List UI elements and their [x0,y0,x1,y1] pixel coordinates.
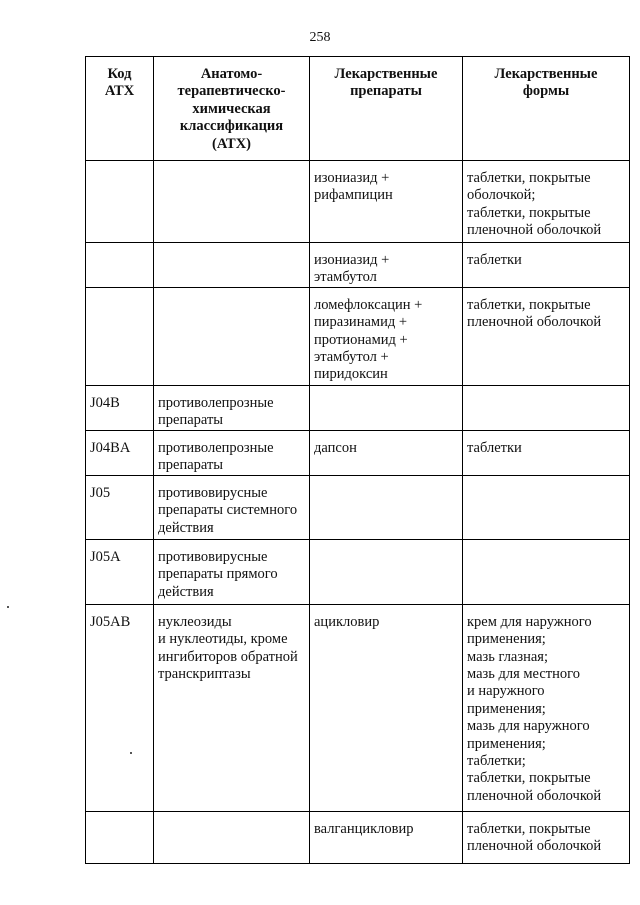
cell-line: таблетки, покрытые [467,770,591,787]
cell-code [86,604,154,811]
cell-line: J05AB [90,613,131,630]
cell-code [86,385,154,430]
cell-classification [154,161,310,243]
header-classification [154,57,310,161]
cell-line: ацикловир [314,613,380,630]
cell-line: пленочной оболочкой [467,787,602,804]
cell-line: действия [158,519,214,536]
cell-line: мазь глазная; [467,648,548,665]
cell-line: рифампицин [314,187,393,204]
cell-line: ломефлоксацин + [314,296,423,313]
cell-line: этамбутол + [314,349,389,366]
cell-classification [154,811,310,863]
cell-line: J05 [90,484,111,501]
cell-classification [154,385,310,430]
cell-forms [463,385,630,430]
cell-line: таблетки [467,252,522,268]
cell-line: нуклеозиды [158,613,232,630]
header-line: Анатомо- [200,66,263,82]
cell-line: противовирусные [158,484,268,501]
header-forms [463,57,630,161]
header-line: формы [522,83,570,100]
cell-line: применения; [467,631,546,648]
header-line: классификация [179,118,284,135]
cell-code [86,243,154,288]
cell-line: изониазид + [314,170,390,186]
cell-forms [463,811,630,863]
cell-line: применения; [467,700,546,717]
header-line: Лекарственные [334,66,438,82]
cell-classification [154,475,310,539]
cell-forms [463,475,630,539]
cell-line: препараты прямого [158,566,278,583]
cell-forms [463,430,630,475]
cell-line: пленочной оболочкой [467,838,602,855]
cell-forms [463,539,630,604]
cell-line: дапсон [314,439,357,456]
cell-line: транскриптазы [158,666,251,683]
cell-code [86,287,154,385]
scan-mark [130,752,132,754]
cell-line: пленочной оболочкой [467,222,602,239]
cell-line: ингибиторов обратной [158,648,298,665]
cell-drug [310,161,463,243]
cell-line: таблетки, покрытые [467,204,591,221]
cell-line: этамбутол [314,269,377,286]
cell-drug [310,243,463,288]
cell-line: таблетки; [467,753,526,770]
table-row [86,161,630,243]
cell-line: противовирусные [158,548,268,565]
cell-line: мазь для местного [467,666,580,683]
cell-code [86,811,154,863]
cell-classification [154,430,310,475]
cell-line: валганцикловир [314,820,414,837]
table-row [86,385,630,430]
cell-code [86,475,154,539]
cell-line: изониазид + [314,252,390,268]
cell-drug [310,604,463,811]
cell-line: J05A [90,548,121,565]
cell-line: противолепрозные [158,394,274,411]
cell-line: таблетки, покрытые [467,170,591,186]
cell-line: таблетки, покрытые [467,820,591,837]
cell-line: оболочкой; [467,187,536,204]
header-drug [310,57,463,161]
cell-forms [463,604,630,811]
cell-drug [310,811,463,863]
header-line: (АТХ) [212,135,251,152]
atx-table [85,56,630,864]
cell-line: действия [158,583,214,600]
cell-drug [310,385,463,430]
table-row [86,287,630,385]
cell-line: крем для наружного [467,613,592,630]
header-line: Лекарственные [494,66,598,82]
page-number: 258 [309,30,331,45]
table-row [86,811,630,863]
table-header-row [86,57,630,161]
cell-line: пленочной оболочкой [467,314,602,331]
cell-line: и наружного [467,683,545,700]
cell-classification [154,604,310,811]
cell-line: таблетки [467,439,522,456]
cell-line: препараты [158,412,224,429]
cell-code [86,539,154,604]
cell-forms [463,243,630,288]
cell-line: препараты [158,457,224,474]
header-line: терапевтическо- [177,83,286,100]
header-line: препараты [350,83,422,100]
cell-line: J04B [90,394,120,411]
cell-line: мазь для наружного [467,718,590,735]
cell-line: препараты системного [158,502,298,519]
cell-line: и нуклеотиды, кроме [158,631,288,648]
cell-line: протионамид + [314,331,408,348]
header-line: химическая [192,100,271,117]
cell-line: пиридоксин [314,366,388,383]
cell-line: J04BA [90,439,131,456]
cell-line: противолепрозные [158,439,274,456]
cell-line: таблетки, покрытые [467,296,591,313]
header-code [86,57,154,161]
cell-classification [154,287,310,385]
cell-classification [154,243,310,288]
table-row [86,430,630,475]
cell-drug [310,287,463,385]
cell-classification [154,539,310,604]
cell-code [86,430,154,475]
cell-forms [463,161,630,243]
cell-drug [310,539,463,604]
table-body [86,161,630,864]
table-row [86,475,630,539]
cell-line: пиразинамид + [314,314,408,331]
header-line: АТХ [104,83,135,100]
table-row [86,539,630,604]
cell-forms [463,287,630,385]
cell-line: применения; [467,735,546,752]
scan-mark [7,606,9,608]
header-line: Код [107,66,132,82]
cell-code [86,161,154,243]
cell-drug [310,475,463,539]
table-row [86,604,630,811]
table-row [86,243,630,288]
cell-drug [310,430,463,475]
